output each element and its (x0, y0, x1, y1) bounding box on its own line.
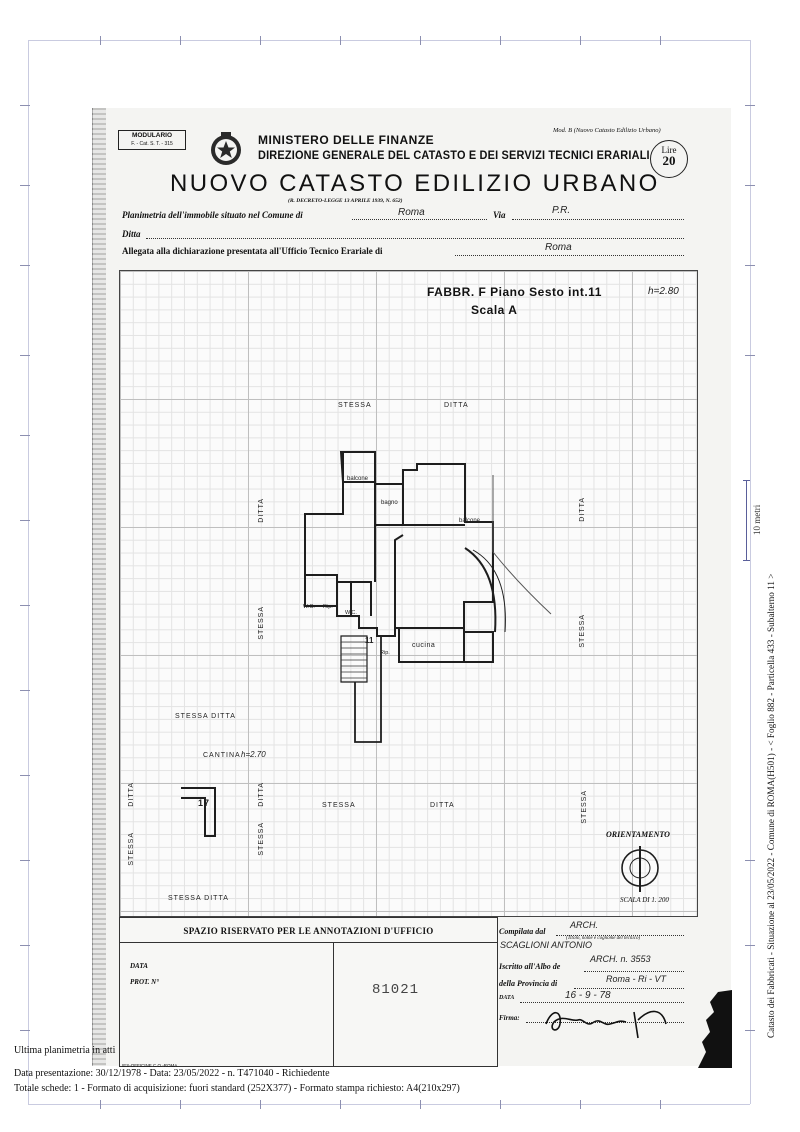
room-cucina: cucina (412, 642, 436, 649)
annotations-prot-label: PROT. N° (130, 978, 159, 986)
plan-label-stessa-v3: STESSA (581, 790, 588, 824)
mod-label: Mod. B (Nuovo Catasto Edilizio Urbano) (553, 127, 661, 134)
side-metadata: Catasto dei Fabbricati - Situazione al 23/05/2022 - Comune di ROMA(H501) - < Foglio 882 - Particella 433 - Subalterno 11 > (766, 573, 776, 1038)
price-value: 20 (662, 153, 676, 168)
modulario-label: MODULARIO (131, 132, 173, 139)
via-value: P.R. (552, 205, 571, 216)
plan-int-number: 11 (365, 636, 374, 645)
cellar-number: 17 (198, 798, 211, 808)
emblem-icon (206, 128, 246, 168)
plan-label-ditta-top: DITTA (444, 402, 469, 409)
iscritto-line (584, 971, 684, 972)
provincia-label: della Provincia di (499, 979, 558, 988)
via-label: Via (493, 210, 506, 220)
plan-height-note: h=2.80 (648, 286, 679, 297)
decree-label: (R. DECRETO-LEGGE 13 APRILE 1939, N. 652) (288, 198, 403, 204)
footer-line-2: Data presentazione: 30/12/1978 - Data: 23/05/2022 - n. T471040 - Richiedente (14, 1068, 330, 1079)
scale-label: SCALA DI 1. 200 (620, 896, 669, 904)
plan-label-stessa-v2: STESSA (258, 822, 265, 856)
plan-subtitle: Scala A (471, 303, 518, 317)
modulario-box (118, 130, 186, 150)
annotations-data-label: DATA (130, 962, 148, 970)
plan-label-stessa-v1: STESSA (128, 832, 135, 866)
annotations-box (119, 917, 498, 1067)
plan-label-ditta-v1: DITTA (128, 782, 135, 807)
stamp-number: 81021 (372, 982, 420, 998)
annotations-title: SPAZIO RISERVATO PER LE ANNOTAZIONI D'UFFICIO (183, 926, 434, 936)
side-panel (746, 480, 786, 1040)
allegata-label: Allegata alla dichiarazione presentata all'Ufficio Tecnico Erariale di (122, 246, 383, 256)
plan-label-stessa-bottom: STESSA (322, 802, 356, 809)
plan-label-ditta-left: DITTA (258, 498, 265, 523)
footer-line-1: Ultima planimetria in atti (14, 1045, 116, 1056)
sheet-binding-edge (92, 108, 106, 1066)
plan-label-stessa-right: STESSA (579, 614, 586, 648)
plan-label-stessa-top: STESSA (338, 402, 372, 409)
comune-line (352, 219, 487, 220)
signature (538, 1000, 688, 1042)
room-wc-2: W.C. (345, 610, 357, 616)
ufficio-value: Roma (545, 242, 572, 253)
plan-label-stessa-ditta-mid: STESSA DITTA (175, 713, 236, 720)
compiler-data-value: 16 - 9 - 78 (565, 990, 611, 1001)
compiler-name: SCAGLIONI ANTONIO (500, 940, 593, 950)
iscritto-value: ARCH. n. 3553 (590, 954, 651, 964)
torn-corner (688, 990, 732, 1068)
room-balcone-1: balcone (347, 476, 369, 482)
provincia-line (574, 988, 684, 989)
via-line (512, 219, 684, 220)
firma-label: Firma: (499, 1014, 520, 1022)
ditta-line (146, 238, 684, 239)
price-label: Lire (661, 145, 677, 155)
plan-label-stessa-left: STESSA (258, 606, 265, 640)
plan-label-ditta-right: DITTA (579, 497, 586, 522)
plan-label-cantina: CANTINA (203, 752, 241, 759)
provincia-value: Roma - Ri - VT (606, 974, 667, 984)
compilata-value: ARCH. (570, 920, 599, 930)
iscritto-label: Iscritto all'Albo de (499, 962, 561, 971)
footer-line-3: Totale schede: 1 - Formato di acquisizione: fuori standard (252X377) - Formato stampa richiesto: A4(210x297) (14, 1083, 460, 1094)
plan-label-ditta-bottom: DITTA (430, 802, 455, 809)
direction-label: DIREZIONE GENERALE DEL CATASTO E DEI SERVIZI TECNICI ERARIALI (258, 150, 650, 162)
scale-bar-line (746, 480, 747, 560)
orientation-label: ORIENTAMENTO (606, 830, 670, 839)
ditta-label: Ditta (122, 229, 141, 239)
document-title: NUOVO CATASTO EDILIZIO URBANO (170, 170, 660, 197)
modulario-code: F. - Cat. S. T. - 315 (131, 141, 173, 147)
frame-top (28, 40, 750, 41)
plan-label-stessa-ditta-bottom: STESSA DITTA (168, 895, 229, 902)
room-wc-1: W.C. (303, 604, 315, 610)
price-stamp (650, 140, 688, 178)
plan-label-cantina-height: h=2.70 (241, 750, 266, 759)
compilata-label: Compilata dal (499, 927, 546, 936)
plan-title: FABBR. F Piano Sesto int.11 (427, 285, 602, 299)
scale-bar-label: 10 metri (752, 504, 762, 536)
compiler-data-label: DATA (499, 995, 515, 1001)
planimetria-label: Planimetria dell'immobile situato nel Comune di (122, 210, 303, 220)
room-rip-1: Rip. (323, 604, 333, 610)
ministry-label: MINISTERO DELLE FINANZE (258, 133, 435, 147)
room-balcone-2: balcone (459, 518, 481, 524)
frame-bottom (28, 1104, 750, 1105)
room-rip-2: Rip. (380, 650, 390, 656)
compilata-note: (Titolo, nome e cognome del tecnico) (566, 936, 641, 941)
comune-value: Roma (398, 207, 425, 218)
ufficio-line (455, 255, 684, 256)
room-bagno: bagno (381, 500, 398, 506)
plan-label-ditta-v2: DITTA (258, 782, 265, 807)
floor-plan-drawing (119, 270, 696, 915)
printer-label: IES-OFFICINE C.O.-ROMA (122, 1063, 178, 1068)
